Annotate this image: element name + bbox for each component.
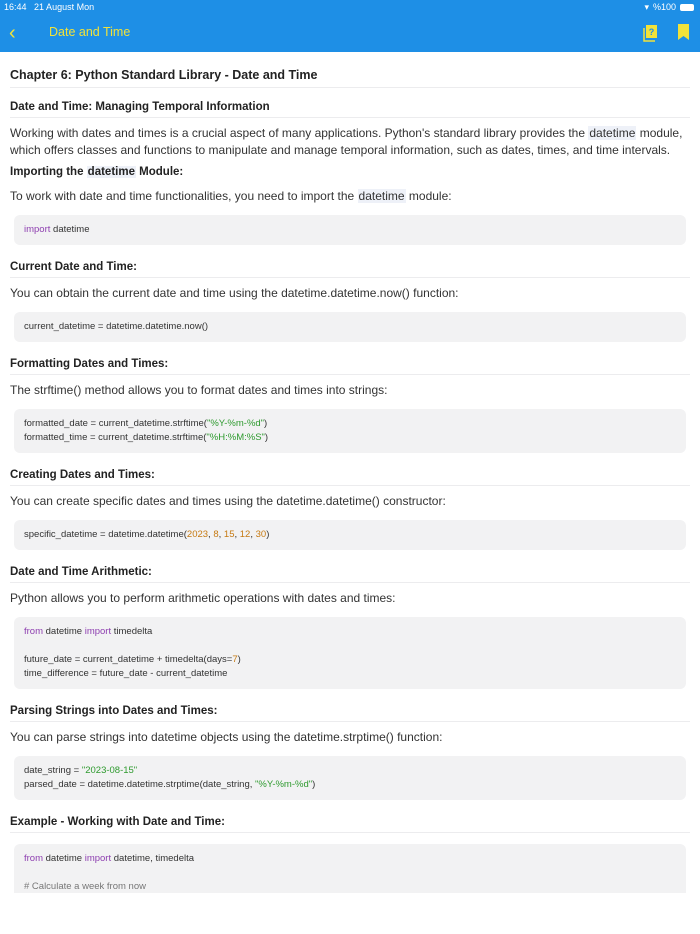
code-text: ,	[250, 529, 256, 540]
code-line	[24, 880, 676, 893]
status-time: 16:44	[4, 2, 27, 12]
code-number: 15	[223, 529, 235, 540]
code-block	[14, 756, 686, 800]
battery-percent: %100	[652, 2, 676, 12]
code-line	[24, 625, 676, 639]
text: module, which offers classes and functions to manipulate and manage temporal information, such as dates, times, and time intervals.	[10, 126, 683, 157]
status-date: 21 August Mon	[34, 2, 95, 12]
code-text: future_date = current_datetime + timedelta(days=	[24, 654, 233, 665]
code-text: datetime	[43, 626, 85, 637]
code-text: datetime, timedelta	[111, 853, 195, 864]
code-text: formatted_time = current_datetime.strftime(	[24, 432, 207, 443]
section-paragraph: Python allows you to perform arithmetic operations with dates and times:	[10, 591, 396, 605]
code-keyword: import	[24, 224, 51, 235]
code-text: date_string =	[24, 765, 82, 776]
code-number: 8	[213, 529, 219, 540]
code-text: formatted_date = current_datetime.strftime(	[24, 418, 207, 429]
code-text: current_datetime = datetime.datetime.now()	[24, 321, 209, 332]
code-text: ,	[208, 529, 214, 540]
section-heading: Current Date and Time:	[10, 258, 690, 278]
code-comment: # Calculate a week from now	[24, 881, 146, 892]
code-line	[24, 866, 676, 880]
code-text: parsed_date = datetime.datetime.strptime(date_string,	[24, 779, 256, 790]
text: module:	[405, 189, 452, 203]
code-text: specific_datetime = datetime.datetime(	[24, 529, 187, 540]
code-block	[14, 844, 686, 893]
code-line	[24, 320, 676, 334]
code-text: ,	[234, 529, 240, 540]
nav-bar	[0, 20, 700, 46]
inline-code: datetime	[87, 166, 135, 178]
chapter-title: Chapter 6: Python Standard Library - Date and Time	[10, 65, 690, 88]
intro-paragraph	[10, 125, 690, 159]
text: To work with date and time functionalities, you need to import the	[10, 189, 358, 203]
code-text: )	[266, 529, 270, 540]
lesson-content	[0, 52, 700, 893]
code-line	[24, 764, 676, 778]
code-number: 12	[239, 529, 251, 540]
code-block	[14, 215, 686, 245]
code-text: ,	[218, 529, 224, 540]
status-bar	[0, 0, 700, 14]
status-right	[644, 0, 694, 14]
code-text: datetime	[43, 853, 85, 864]
code-line	[24, 778, 676, 792]
page-title: Date and Time	[49, 25, 131, 39]
code-string: "%H:%M:%S"	[206, 432, 265, 443]
code-line	[24, 528, 676, 542]
code-text: )	[312, 779, 316, 790]
code-keyword: from	[24, 626, 43, 637]
text: Importing the	[10, 166, 87, 178]
code-text: )	[264, 432, 269, 443]
code-line	[24, 431, 676, 445]
battery-icon	[680, 4, 694, 11]
code-text: time_difference = future_date - current_datetime	[24, 668, 228, 679]
code-string: "%Y-%m-%d"	[206, 418, 265, 429]
code-number: 7	[232, 654, 238, 665]
code-line	[24, 417, 676, 431]
code-block	[14, 520, 686, 550]
import-paragraph	[10, 188, 690, 205]
code-keyword: import	[84, 853, 112, 864]
section-heading: Formatting Dates and Times:	[10, 355, 690, 375]
section-heading: Creating Dates and Times:	[10, 466, 690, 486]
code-text: )	[237, 654, 241, 665]
code-line	[24, 667, 676, 681]
code-keyword: import	[84, 626, 112, 637]
section-heading: Example - Working with Date and Time:	[10, 813, 690, 833]
code-text: )	[264, 418, 268, 429]
code-block	[14, 312, 686, 342]
inline-code: datetime	[589, 126, 636, 140]
code-string: "2023-08-15"	[81, 765, 138, 776]
quiz-book-icon[interactable]	[642, 24, 658, 42]
code-line	[24, 639, 676, 653]
section-heading: Date and Time Arithmetic:	[10, 563, 690, 583]
intro-heading: Date and Time: Managing Temporal Information	[10, 98, 690, 118]
text: Module:	[135, 166, 184, 178]
inline-code: datetime	[358, 189, 405, 203]
code-text: datetime	[50, 224, 90, 235]
section-heading: Parsing Strings into Dates and Times:	[10, 702, 690, 722]
code-line	[24, 852, 676, 866]
section-paragraph: You can parse strings into datetime objects using the datetime.strptime() function:	[10, 730, 443, 744]
code-line	[24, 653, 676, 667]
code-text: timedelta	[111, 626, 153, 637]
wifi-icon: ▾	[644, 2, 649, 12]
code-number: 2023	[186, 529, 209, 540]
code-string: "%Y-%m-%d"	[255, 779, 313, 790]
code-block	[14, 617, 686, 689]
section-paragraph: The strftime() method allows you to format dates and times into strings:	[10, 383, 388, 397]
section-paragraph: You can obtain the current date and time using the datetime.datetime.now() function:	[10, 286, 459, 300]
section-paragraph: You can create specific dates and times using the datetime.datetime() constructor:	[10, 494, 446, 508]
back-chevron-icon[interactable]: ‹	[9, 22, 16, 44]
app-header	[0, 0, 700, 52]
importing-heading	[10, 163, 690, 181]
code-block	[14, 409, 686, 453]
code-line	[24, 223, 676, 237]
svg-text:?: ?	[648, 27, 655, 37]
code-number: 30	[255, 529, 267, 540]
text: Working with dates and times is a crucial aspect of many applications. Python's standard library provides the	[10, 126, 589, 140]
status-time-date	[4, 0, 94, 14]
bookmark-icon[interactable]	[678, 24, 689, 40]
code-keyword: from	[24, 853, 43, 864]
